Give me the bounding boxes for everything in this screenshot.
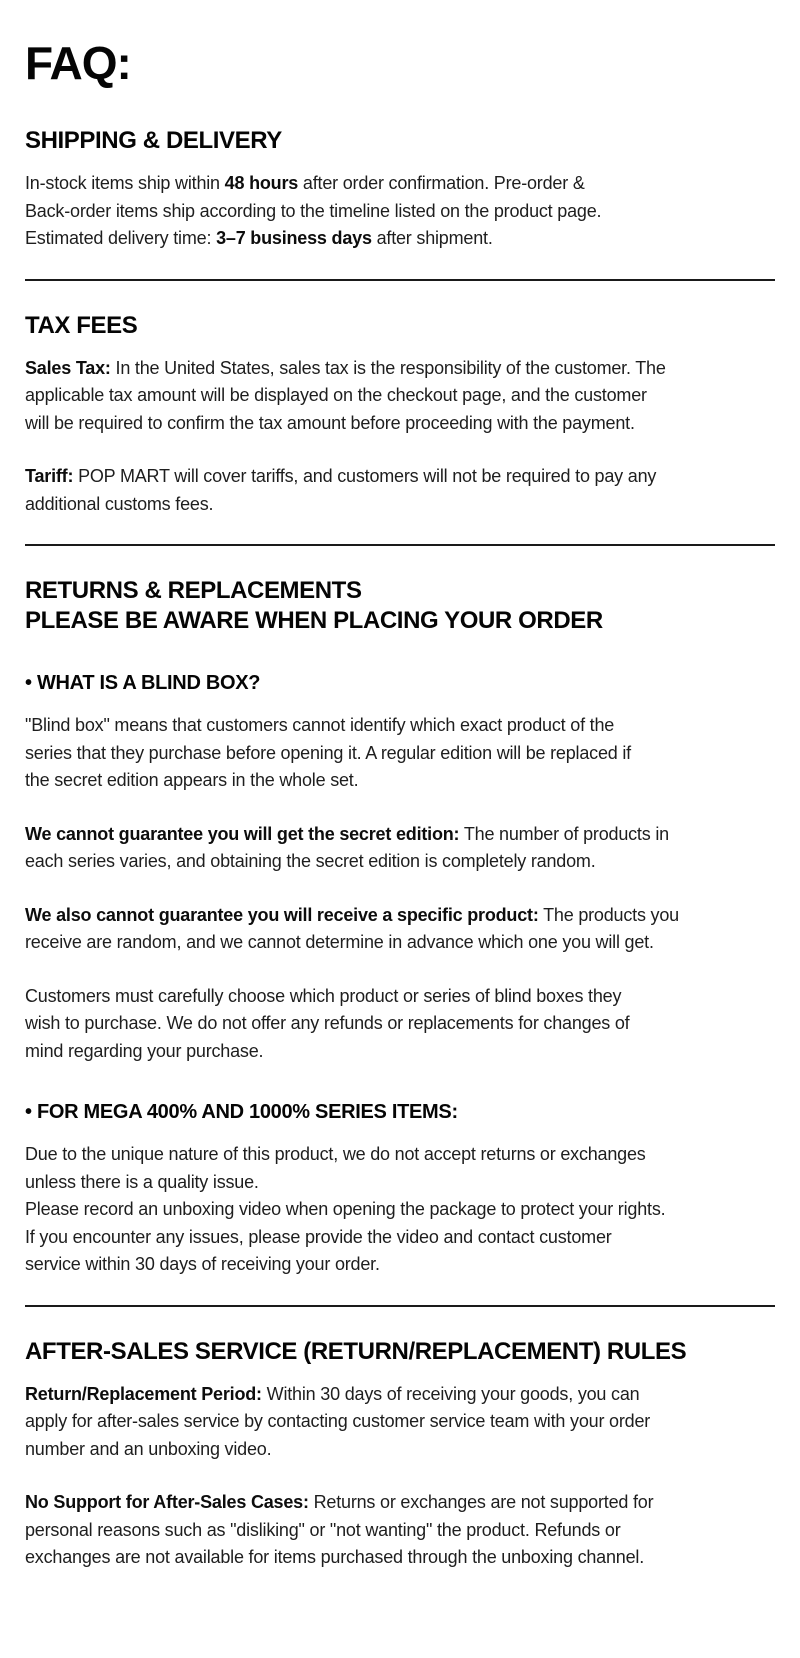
subheading: • FOR MEGA 400% AND 1000% SERIES ITEMS: <box>25 1101 458 1123</box>
text-run: after shipment. <box>371 228 493 248</box>
section-returns-replacements <box>25 576 775 1307</box>
text-run: personal reasons such as "disliking" or "not wanting" the product. Refunds or <box>25 1519 621 1540</box>
heading-line: TAX FEES <box>25 311 138 339</box>
text-run: mind regarding your purchase. <box>25 1040 264 1061</box>
text-run-bold: Sales Tax: <box>25 357 111 378</box>
page-title: FAQ: <box>25 37 131 89</box>
paragraph <box>25 463 775 518</box>
text-run: If you encounter any issues, please provide the video and contact customer <box>25 1226 612 1247</box>
section-divider <box>25 1305 775 1307</box>
text-run: after order confirmation. Pre-order & <box>298 173 585 193</box>
paragraph <box>25 355 775 438</box>
section-heading <box>25 126 775 156</box>
text-run: series that they purchase before opening it. A regular edition will be replaced if <box>25 742 631 763</box>
text-run: POP MART will cover tariffs, and customers will not be required to pay any <box>73 466 657 486</box>
paragraph <box>25 1381 775 1464</box>
section-heading <box>25 311 775 341</box>
text-run: exchanges are not available for items purchased through the unboxing channel. <box>25 1547 645 1567</box>
section-heading <box>25 576 775 636</box>
sections-container <box>25 126 775 1572</box>
subheading: • WHAT IS A BLIND BOX? <box>25 672 261 694</box>
text-run: Within 30 days of receiving your goods, you can <box>261 1383 640 1404</box>
text-run-bold: Return/Replacement Period: <box>25 1383 262 1404</box>
text-run: Back-order items ship according to the timeline listed on the product page. <box>25 200 602 221</box>
heading-line: PLEASE BE AWARE WHEN PLACING YOUR ORDER <box>25 607 603 634</box>
text-run-bold: 3–7 business days <box>216 228 372 248</box>
section-heading <box>25 1337 775 1367</box>
text-run: The products you <box>538 904 679 925</box>
section-divider <box>25 544 775 546</box>
text-run: receive are random, and we cannot determine in advance which one you will get. <box>25 932 654 952</box>
paragraph <box>25 170 775 253</box>
text-run: additional customs fees. <box>25 493 214 514</box>
paragraph <box>25 821 775 876</box>
paragraph <box>25 902 775 957</box>
text-run-bold: Tariff: <box>25 466 74 486</box>
paragraph <box>25 983 775 1066</box>
text-run: In the United States, sales tax is the responsibility of the customer. The <box>110 357 666 378</box>
text-run: the secret edition appears in the whole set. <box>25 770 359 790</box>
text-run: will be required to confirm the tax amount before proceeding with the payment. <box>25 412 635 433</box>
faq-document <box>25 37 775 1572</box>
text-run: applicable tax amount will be displayed on the checkout page, and the customer <box>25 385 647 405</box>
section-shipping-delivery <box>25 126 775 281</box>
section-divider <box>25 279 775 281</box>
text-run: Returns or exchanges are not supported for <box>308 1492 654 1512</box>
text-run: Please record an unboxing video when opening the package to protect your rights. <box>25 1199 666 1219</box>
heading-line: SHIPPING & DELIVERY <box>25 127 282 154</box>
text-run: Customers must carefully choose which product or series of blind boxes they <box>25 985 622 1006</box>
heading-line: AFTER-SALES SERVICE (RETURN/REPLACEMENT) RULES <box>25 1337 687 1365</box>
text-run: The number of products in <box>459 823 669 844</box>
text-run: "Blind box" means that customers cannot identify which exact product of the <box>25 715 615 735</box>
text-run-bold: We also cannot guarantee you will receive a specific product: <box>25 904 539 925</box>
text-run-bold: No Support for After-Sales Cases: <box>25 1492 309 1512</box>
text-run: each series varies, and obtaining the secret edition is completely random. <box>25 851 596 871</box>
text-run: wish to purchase. We do not offer any refunds or replacements for changes of <box>25 1013 630 1033</box>
text-run: number and an unboxing video. <box>25 1438 272 1459</box>
text-run: In-stock items ship within <box>25 173 225 193</box>
text-run: service within 30 days of receiving your order. <box>25 1254 380 1274</box>
paragraph <box>25 1489 775 1572</box>
text-run: Estimated delivery time: <box>25 228 217 248</box>
heading-line: RETURNS & REPLACEMENTS <box>25 577 362 604</box>
section-tax-fees <box>25 311 775 547</box>
paragraph <box>25 1141 775 1279</box>
text-run-bold: We cannot guarantee you will get the secret edition: <box>25 823 460 844</box>
text-run: Due to the unique nature of this product, we do not accept returns or exchanges <box>25 1144 646 1164</box>
paragraph <box>25 712 775 795</box>
text-run: unless there is a quality issue. <box>25 1171 259 1192</box>
text-run-bold: 48 hours <box>224 173 299 193</box>
section-after-sales-service <box>25 1337 775 1572</box>
text-run: apply for after-sales service by contacting customer service team with your order <box>25 1411 651 1431</box>
